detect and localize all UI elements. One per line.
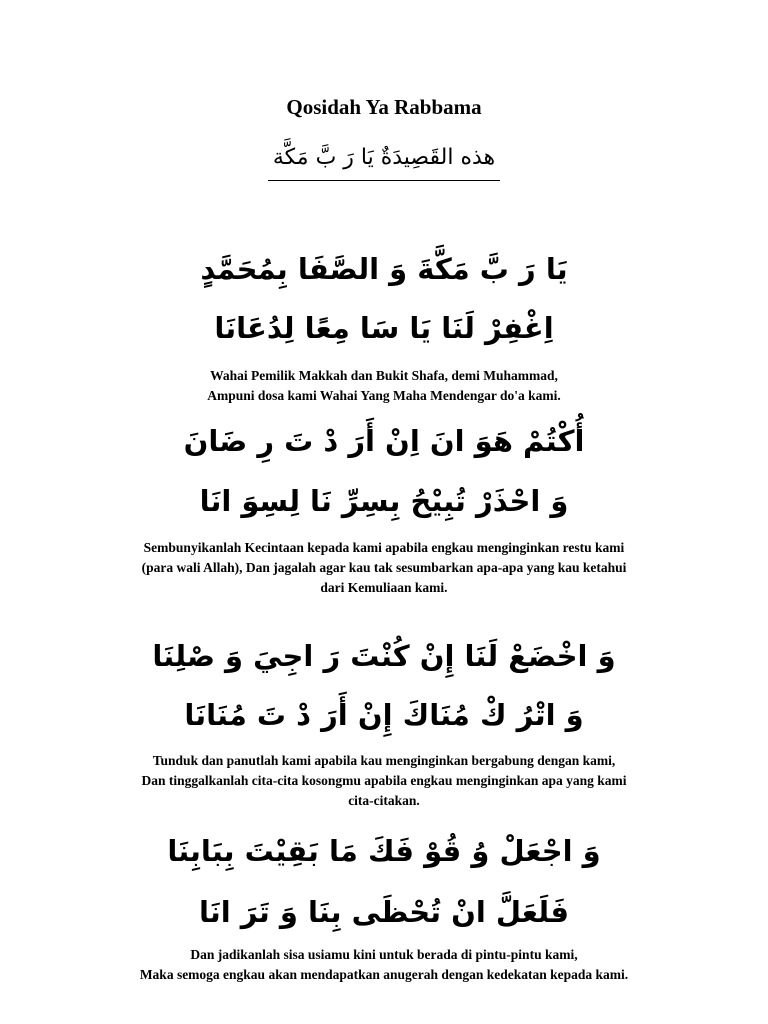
- page-title: Qosidah Ya Rabbama: [286, 95, 482, 119]
- translation-line: (para wali Allah), Dan jagalah agar kau tak sesumbarkan apa-apa yang kau ketahui: [141, 560, 627, 575]
- stanza-3-arabic-line-2: وَ اتْرُ كْ مُنَاكَ إِنْ أَرَ دْ تَ مُنَانَا: [184, 698, 584, 732]
- stanza-2-translation: [84, 538, 684, 598]
- stanza-4-translation: [84, 945, 684, 985]
- translation-line: dari Kemuliaan kami.: [320, 580, 448, 595]
- stanza-3-arabic-line-1: وَ اخْضَعْ لَنَا إِنْ كُنْتَ رَ اجِيَ وَ صْلِنَا: [152, 639, 616, 673]
- stanza-3-translation: [84, 751, 684, 811]
- stanza-4-arabic-line-1: وَ اجْعَلْ وُ قُوْ فَكَ مَا بَقِيْتَ بِبَابِنَا: [167, 834, 601, 868]
- translation-line: Maka semoga engkau akan mendapatkan anugerah dengan kedekatan kepada kami.: [139, 967, 629, 982]
- stanza-1-arabic-line-2: اِغْفِرْ لَنَا يَا سَا مِعًا لِدُعَانَا: [214, 311, 554, 345]
- translation-line: Dan jadikanlah sisa usiamu kini untuk berada di pintu-pintu kami,: [190, 947, 578, 962]
- translation-line: Ampuni dosa kami Wahai Yang Maha Mendengar do'a kami.: [207, 388, 561, 403]
- translation-line: cita-citakan.: [348, 793, 420, 808]
- stanza-2-arabic-line-2: وَ احْذَرْ تُبِيْحُ بِسِرِّ نَا لِسِوَ انَا: [199, 484, 569, 518]
- stanza-1-arabic-line-1: يَا رَ بَّ مَكَّةَ وَ الصَّفَا بِمُحَمَّدٍ: [200, 252, 568, 286]
- translation-line: Sembunyikanlah Kecintaan kepada kami apabila engkau menginginkan restu kami: [143, 540, 625, 555]
- stanza-2-arabic-line-1: أُكْتُمْ هَوَ انَ اِنْ أَرَ دْ تَ رِ ضَانَ: [183, 424, 585, 458]
- stanza-1-translation: [84, 366, 684, 406]
- translation-line: Tunduk dan panutlah kami apabila kau menginginkan bergabung dengan kami,: [152, 753, 616, 768]
- translation-line: Dan tinggalkanlah cita-cita kosongmu apabila engkau menginginkan apa yang kami: [141, 773, 627, 788]
- translation-line: Wahai Pemilik Makkah dan Bukit Shafa, demi Muhammad,: [210, 368, 558, 383]
- stanza-4-arabic-line-2: فَلَعَلَّ انْ تُحْظَى بِنَا وَ تَرَ انَا: [198, 895, 570, 929]
- arabic-subtitle: هذه القَصِيدَةٌ يَا رَ بَّ مَكَّة: [268, 138, 500, 181]
